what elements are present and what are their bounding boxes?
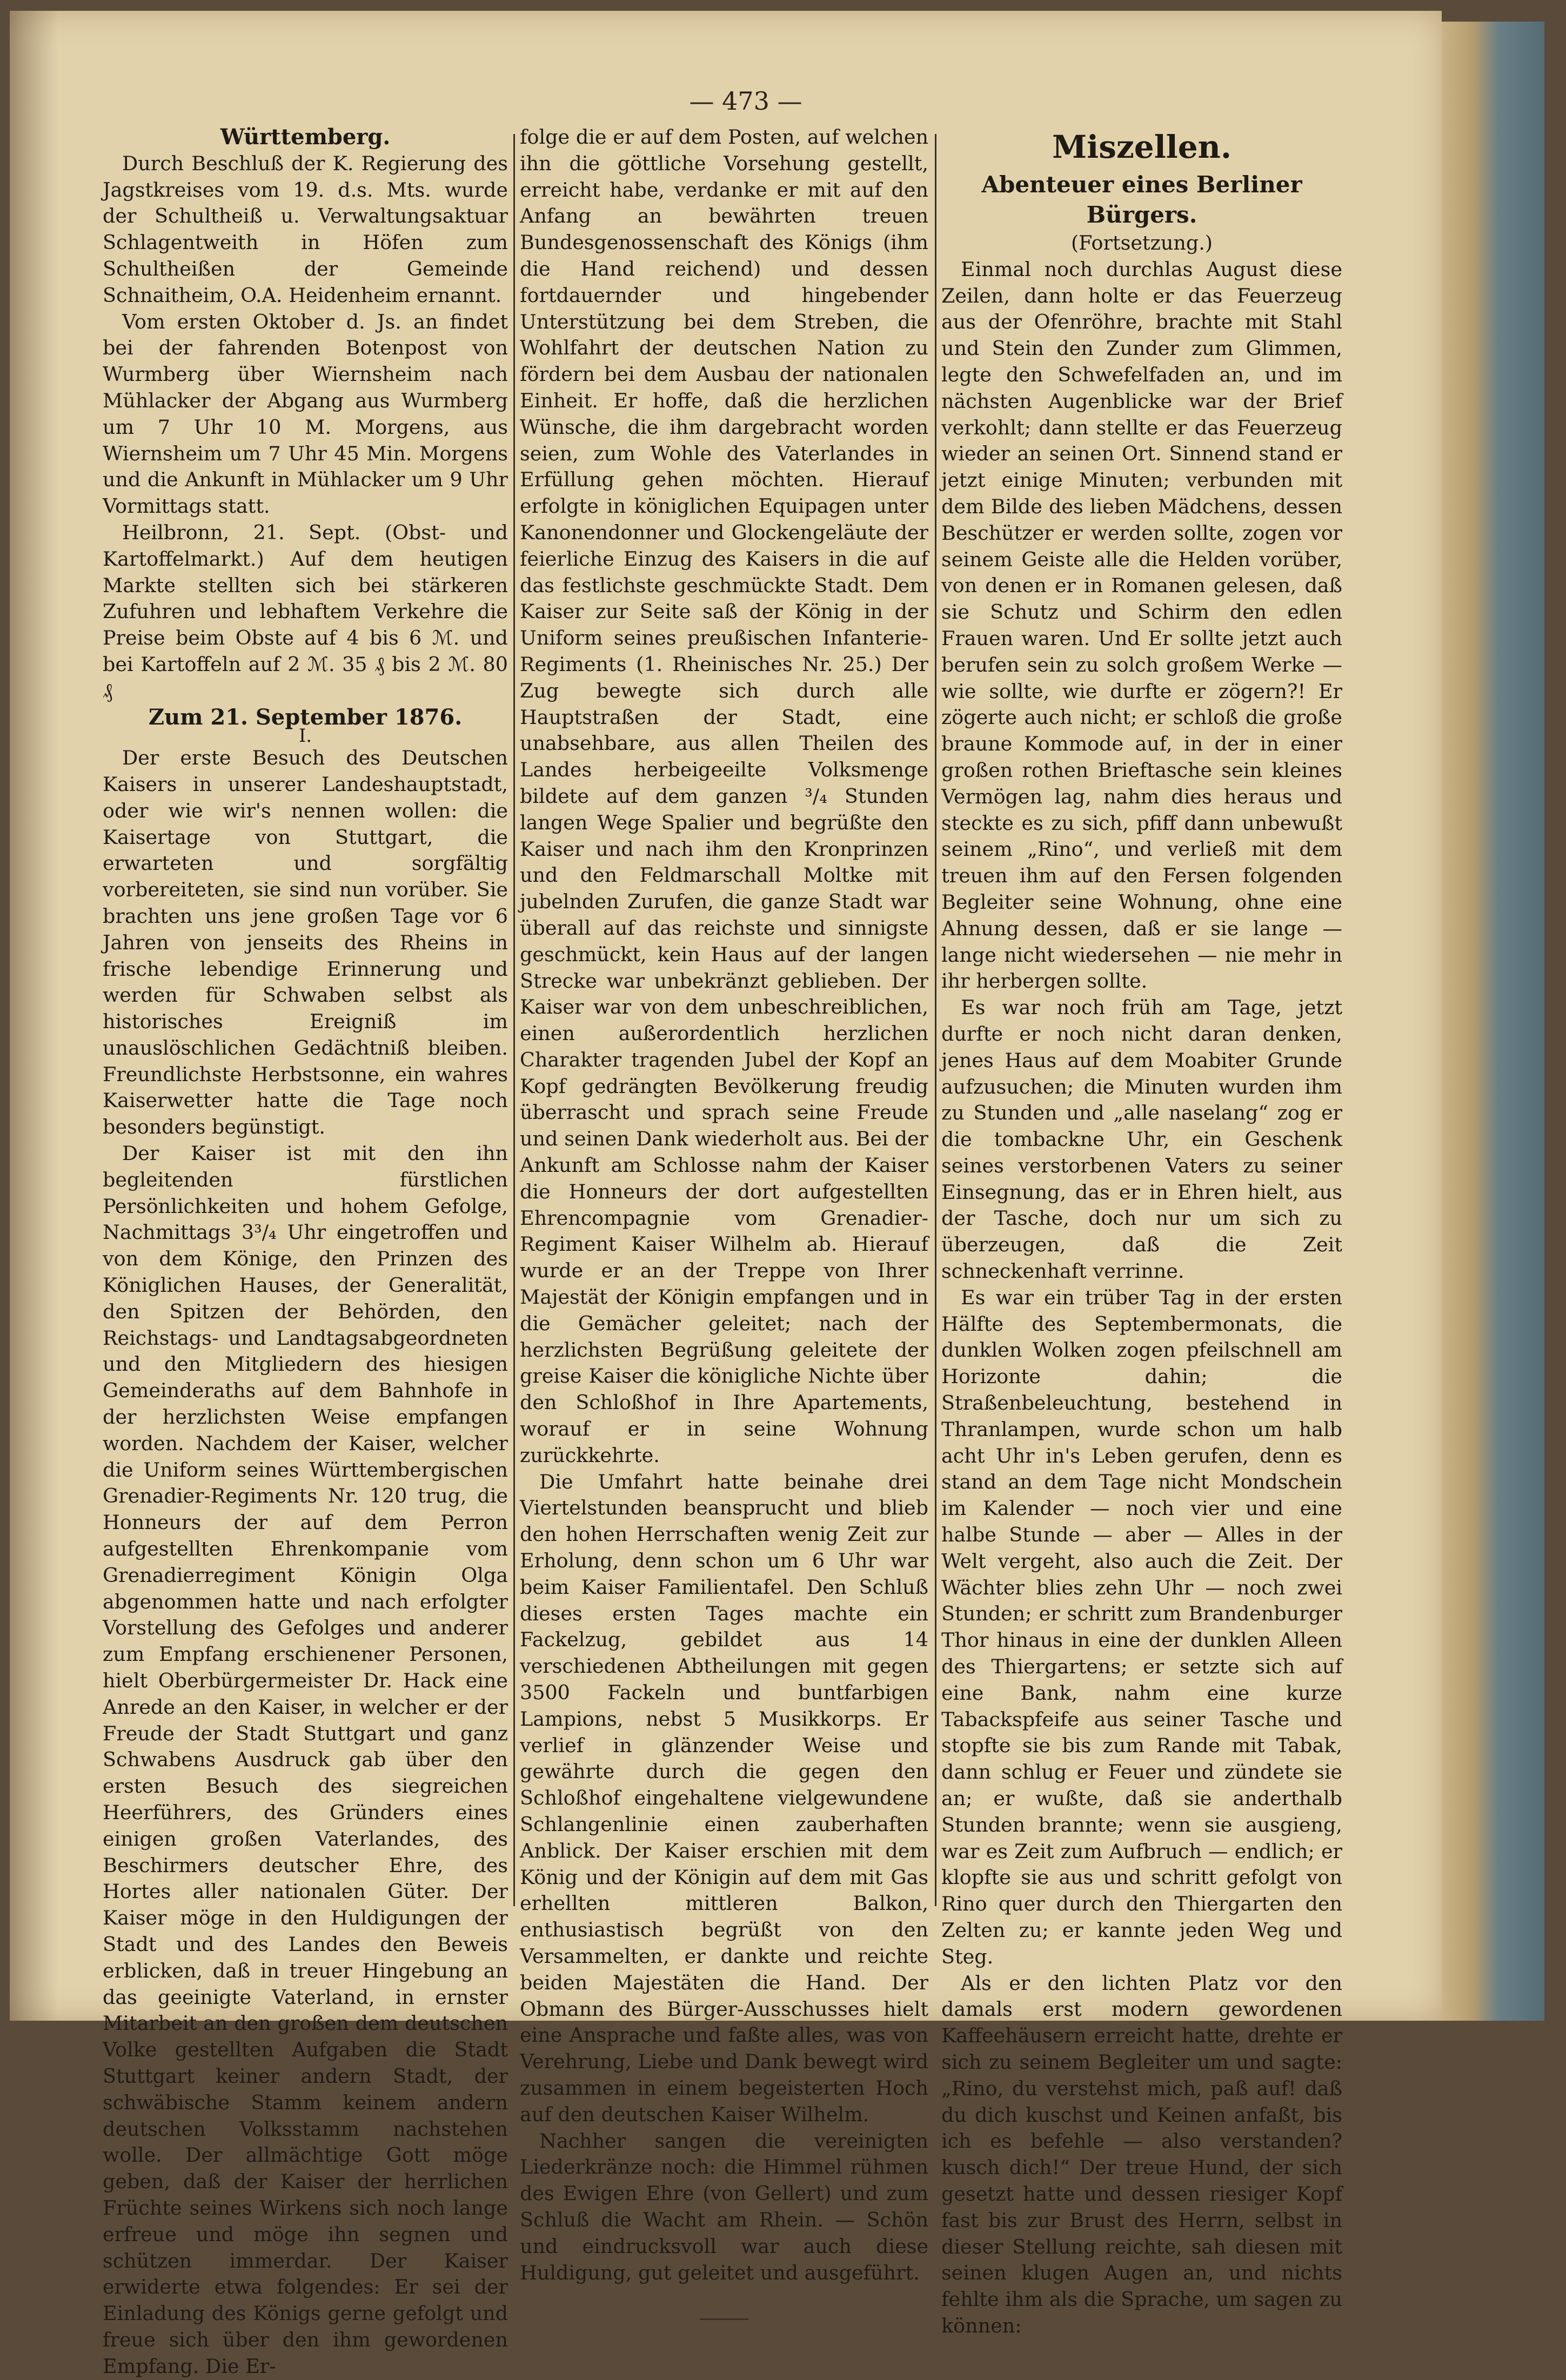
paragraph: Vom ersten Oktober d. Js. an findet bei der fahrenden Botenpost von Wurmberg über Wiernsheim nach Mühlacker der Abgang aus Wurmberg um 7 Uhr 10 M. Morgens, aus Wiernsheim um 7 Uhr 45 Min. Morgens und die Ankunft in Mühlacker um 9 Uhr Vormittags statt.	[103, 310, 508, 518]
column-rule-right	[935, 134, 936, 1906]
book-edge	[1442, 22, 1544, 2021]
paragraph: Einmal noch durchlas August diese Zeilen, dann holte er das Feuerzeug aus der Ofenröhre, brachte mit Stahl und Stein den Zunder zum Glimmen, legte den Schwefelfaden an, und im nächsten Augenblicke war der Brief verkohlt; dann stellte er das Feuerzeug wieder an seinen Ort. Sinnend stand er jetzt einige Minuten; verbunden mit dem Bilde des lieben Mädchens, dessen Beschützer er werden sollte, zogen vor seinem Geiste alle die Helden vorüber, von denen er in Romanen gelesen, daß sie Schutz und Schirm den edlen Frauen waren. Und Er sollte jetzt auch berufen sein zu solch großem Werke — wie sollte, wie durfte er zögern?! Er zögerte auch nicht; er schloß die große braune Kommode auf, in der in einer großen rothen Brieftasche sein kleines Vermögen lag, nahm dies heraus und steckte es zu sich, pfiff dann unbewußt seinem „Rino“, und verließ mit dem treuen ihm auf den Fersen folgenden Begleiter seine Wohnung, ohne eine Ahnung dessen, daß er sie lange — lange nicht wiedersehen — nie mehr in ihr herbergen sollte.	[941, 257, 1342, 993]
continuation-note: (Fortsetzung.)	[1070, 231, 1213, 254]
paragraph: Es war ein trüber Tag in der ersten Hälfte des Septembermonats, die dunklen Wolken zogen pfeilschnell am Horizonte dahin; die Straßenbeleuchtung, bestehend in Thranlampen, wurde schon um halb acht Uhr in's Leben gerufen, denn es stand an dem Tage nicht Mondschein im Kalender — noch vier und eine halbe Stunde — aber — Alles in der Welt vergeht, also auch die Zeit. Der Wächter blies zehn Uhr — noch zwei Stunden; er schritt zum Brandenburger Thor hinaus in eine der dunklen Alleen des Thiergartens; er setzte sich auf eine Bank, nahm eine kurze Tabackspfeife aus seiner Tasche und stopfte sie bis zum Rande mit Tabak, dann schlug er Feuer und zündete sie an; er wußte, daß sie anderthalb Stunden brannte; wenn sie ausgieng, war es Zeit zum Aufbruch — endlich; er klopfte sie aus und schritt gefolgt von Rino quer durch den Thiergarten den Zelten zu; er kannte jeden Weg und Steg.	[941, 1285, 1342, 1968]
paragraph: Die Umfahrt hatte beinahe drei Viertelstunden beansprucht und blieb den hohen Herrschaften wenig Zeit zur Erholung, denn schon um 6 Uhr war beim Kaiser Familientafel. Den Schluß dieses ersten Tages machte ein Fackelzug, gebildet aus 14 verschiedenen Abtheilungen mit gegen 3500 Fackeln und buntfarbigen Lampions, nebst 5 Musikkorps. Er verlief in glänzender Weise und gewährte durch die gegen den Schloßhof eingehaltene vielgewundene Schlangenlinie einen zauberhaften Anblick. Der Kaiser erschien mit dem König und der Königin auf dem mit Gas erhellten mittleren Balkon, enthusiastisch begrüßt von den Versammelten, er dankte und reichte beiden Majestäten die Hand. Der Obmann des Bürger-Ausschusses hielt eine Ansprache und faßte alles, was von Verehrung, Liebe und Dank bewegt wird zusammen in einem begeisterten Hoch auf den deutschen Kaiser Wilhelm.	[520, 1470, 928, 2126]
paragraph: Der Kaiser ist mit den ihn begleitenden fürstlichen Persönlichkeiten und hohem Gefolge, Nachmittags 3³/₄ Uhr eingetroffen und von dem Könige, den Prinzen des Königlichen Hauses, der Generalität, den Spitzen der Behörden, den Reichstags- und Landtagsabgeordneten und den Mitgliedern des hiesigen Gemeinderaths auf dem Bahnhofe in der herzlichsten Weise empfangen worden. Nachdem der Kaiser, welcher die Uniform seines Württembergischen Grenadier-Regiments Nr. 120 trug, die Honneurs der auf dem Perron aufgestellten Ehrenkompanie vom Grenadierregiment Königin Olga abgenommen hatte und nach erfolgter Vorstellung des Gefolges und anderer zum Empfang erschienener Personen, hielt Oberbürgermeister Dr. Hack eine Anrede an den Kaiser, in welcher er der Freude der Stadt Stuttgart und ganz Schwabens Ausdruck gab über den ersten Besuch des siegreichen Heerführers, des Gründers eines einigen großen Vaterlandes, des Beschirmers deutscher Ehre, des Hortes aller nationalen Güter. Der Kaiser möge in den Huldigungen der Stadt und des Landes den Beweis erblicken, daß in treuer Hingebung an das geeinigte Vaterland, in ernster Mitarbeit an den großen dem deutschen Volke gestellten Aufgaben die Stadt Stuttgart keiner andern Stadt, der schwäbische Stamm keinem andern deutschen Volksstamm nachstehen wolle. Der allmächtige Gott möge geben, daß der Kaiser der herrlichen Früchte seines Wirkens sich noch lange erfreue und möge ihn segnen und schützen immerdar. Der Kaiser erwiderte etwa folgendes: Er sei der Einladung des Königs gerne gefolgt und freue sich über den ihm gewordenen Empfang. Die Er-	[103, 1142, 508, 2378]
column-rule-left	[513, 134, 515, 1906]
column-left	[103, 124, 508, 2380]
paragraph: Der erste Besuch des Deutschen Kaisers in unserer Landeshauptstadt, oder wie wir's nennen wollen: die Kaisertage von Stuttgart, die erwarteten und sorgfältig vorbereiteten, sie sind nun vorüber. Sie brachten uns jene großen Tage vor 6 Jahren von jenseits des Rheins in frische lebendige Erinnerung und werden für Schwaben selbst als historisches Ereigniß im unauslöschlichen Gedächtniß bleiben. Freundlichste Herbstsonne, ein wahres Kaiserwetter hatte die Tage noch besonders begünstigt.	[103, 746, 508, 1139]
page-number: — 473 —	[689, 86, 802, 116]
end-rule	[700, 2318, 748, 2320]
column-right	[941, 124, 1342, 2339]
paragraph: Nachher sangen die vereinigten Liederkränze noch: die Himmel rühmen des Ewigen Ehre (von Gellert) und zum Schluß die Wacht am Rhein. — Schön und eindrucksvoll war auch diese Huldigung, gut geleitet und ausgeführt.	[520, 2129, 928, 2284]
heading-wuerttemberg: Württemberg.	[220, 124, 391, 150]
paragraph: Heilbronn, 21. Sept. (Obst- und Kartoffelmarkt.) Auf dem heutigen Markte stellten sich bei stärkeren Zufuhren und lebhaftem Verkehre die Preise beim Obste auf 4 bis 6 ℳ. und bei Kartoffeln auf 2 ℳ. 35 ₰ bis 2 ℳ. 80 ₰	[103, 520, 508, 702]
gutter-shadow	[10, 11, 58, 2021]
column-middle	[520, 124, 928, 2320]
roman-numeral: I.	[298, 725, 312, 747]
paragraph: folge die er auf dem Posten, auf welchen ihn die göttliche Vorsehung gestellt, erreicht habe, verdanke er mit auf den Anfang an bewährten treuen Bundesgenossenschaft des Königs (ihm die Hand reichend) und dessen fortdauernder und hingebender Unterstützung bei dem Streben, die Wohlfahrt der deutschen Nation zu fördern bei dem Ausbau der nationalen Einheit. Er hoffe, daß die herzlichen Wünsche, die ihm dargebracht worden seien, zum Wohle des Vaterlandes in Erfüllung gehen möchten. Hierauf erfolgte in königlichen Equipagen unter Kanonendonner und Glockengeläute der feierliche Einzug des Kaisers in die auf das festlichste geschmückte Stadt. Dem Kaiser zur Seite saß der König in der Uniform seines preußischen Infanterie-Regiments (1. Rheinisches Nr. 25.) Der Zug bewegte sich durch alle Hauptstraßen der Stadt, eine unabsehbare, aus allen Theilen des Landes herbeigeeilte Volksmenge bildete auf dem ganzen ³/₄ Stunden langen Wege Spalier und begrüßte den Kaiser und nach ihm den Kronprinzen und den Feldmarschall Moltke mit jubelnden Zurufen, die ganze Stadt war überall auf das reichste und sinnigste geschmückt, kein Haus auf der langen Strecke war unbekränzt geblieben. Der Kaiser war von dem unbeschreiblichen, einen außerordentlich herzlichen Charakter tragenden Jubel der Kopf an Kopf gedrängten Bevölkerung freudig überrascht und sprach seine Freude und seinen Dank wiederholt aus. Bei der Ankunft am Schlosse nahm der Kaiser die Honneurs der dort aufgestellten Ehrencompagnie vom Grenadier-Regiment Kaiser Wilhelm ab. Hierauf wurde er an der Treppe von Ihrer Majestät der Königin empfangen und in die Gemächer geleitet; nach der herzlichsten Begrüßung geleitete der greise Kaiser die königliche Nichte über den Schloßhof in Ihre Apartements, worauf er in seine Wohnung zurückkehrte.	[520, 125, 928, 1467]
paragraph: Es war noch früh am Tage, jetzt durfte er noch nicht daran denken, jenes Haus auf dem Moabiter Grunde aufzusuchen; die Minuten wurden ihm zu Stunden und „alle naselang“ zog er die tombackne Uhr, ein Geschenk seines verstorbenen Vaters zu seiner Einsegnung, das er in Ehren hielt, aus der Tasche, doch nur um sich zu überzeugen, daß die Zeit schneckenhaft verrinne.	[941, 996, 1342, 1283]
heading-september: Zum 21. September 1876.	[148, 704, 463, 730]
paragraph: Als er den lichten Platz vor den damals erst modern gewordenen Kaffeehäusern erreicht hatte, drehte er sich zu seinem Begleiter um und sagte: „Rino, du verstehst mich, paß auf! daß du dich kuschst und Keinen anfaßt, bis ich es befehle — also verstanden? kusch dich!“ Der treue Hund, der sich gesetzt hatte und dessen riesiger Kopf fast bis zur Brust des Herrn, selbst in dieser Stellung reichte, sah diesen mit seinen klugen Augen an, und nichts fehlte ihm als die Sprache, um sagen zu können:	[941, 1971, 1342, 2337]
paragraph: Durch Beschluß der K. Regierung des Jagstkreises vom 19. d.s. Mts. wurde der Schultheiß u. Verwaltungsaktuar Schlagentweith in Höfen zum Schultheißen der Gemeinde Schnaitheim, O.A. Heidenheim ernannt.	[103, 151, 508, 307]
story-title: Abenteuer eines Berliner Bürgers.	[981, 171, 1302, 228]
section-title: Miszellen.	[1052, 129, 1232, 165]
